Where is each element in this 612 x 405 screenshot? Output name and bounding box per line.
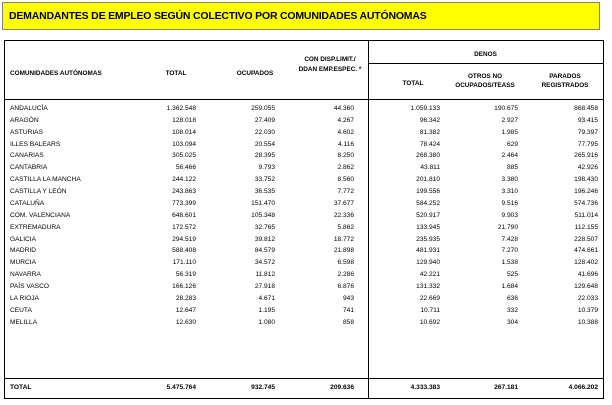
ocupados-cell: 28.395	[254, 152, 275, 160]
ocupados-cell: 20.554	[254, 140, 275, 148]
data-table	[4, 40, 604, 399]
otros-cell: 9.903	[501, 211, 518, 219]
disp-cell: 21.898	[333, 247, 354, 255]
denos-total-cell: 235.935	[416, 235, 440, 243]
denos-total-cell: 133.945	[416, 223, 440, 231]
otros-cell: 9.516	[501, 199, 518, 207]
ocupados-cell: 11.812	[255, 271, 275, 279]
parados-cell: 22.033	[577, 294, 598, 302]
region-cell: MURCIA	[10, 259, 37, 267]
denos-total-cell: 1.059.133	[410, 105, 440, 112]
total-cell: 103.094	[172, 140, 196, 148]
table-row	[5, 317, 603, 329]
parados-cell: 77.795	[577, 140, 598, 148]
denos-total-cell: 43.811	[420, 164, 440, 172]
total-row	[5, 382, 603, 394]
disp-cell: 4.267	[337, 116, 354, 124]
total-cell: 588.408	[172, 247, 196, 255]
ocupados-cell: 39.812	[254, 235, 275, 243]
table-row	[5, 139, 603, 151]
denos-total-cell: 22.669	[419, 294, 440, 302]
ocupados-cell: 1.080	[258, 318, 275, 326]
disp-cell: 37.677	[333, 199, 354, 207]
otros-cell: 332	[506, 306, 518, 314]
otros-cell: 525	[506, 271, 518, 279]
disp-cell: 4.602	[337, 128, 354, 136]
table-row	[5, 198, 603, 210]
parados-cell: 868.458	[574, 105, 598, 112]
parados-cell: 112.155	[574, 223, 598, 231]
denos-total-cell: 201.810	[416, 176, 440, 184]
total-divider	[5, 378, 603, 379]
total-cell: 773.399	[172, 199, 196, 207]
otros-cell: 7.428	[501, 235, 518, 243]
region-cell: CEUTA	[10, 306, 32, 314]
total-cell: 12.647	[175, 306, 196, 314]
total-cell: 1.362.548	[166, 105, 196, 112]
table-row	[5, 174, 603, 186]
table-row	[5, 269, 603, 281]
disp-cell: 5.862	[337, 223, 354, 231]
otros-cell: 190.675	[494, 105, 518, 112]
disp-cell: 44.360	[333, 105, 354, 112]
header-denos: DENOS	[474, 51, 497, 58]
disp-cell: 2.286	[337, 271, 354, 279]
region-cell: EXTREMADURA	[10, 223, 61, 231]
total-cell: 172.572	[172, 223, 196, 231]
table-row	[5, 293, 603, 305]
parados-cell: 265.916	[574, 152, 598, 160]
otros-cell: 21.790	[497, 223, 518, 231]
denos-total-cell: 268.380	[416, 152, 440, 160]
region-cell: ILLES BALEARS	[10, 140, 61, 148]
ocupados-cell: 32.765	[254, 223, 275, 231]
otros-cell: 1.684	[501, 283, 518, 291]
region-cell: MADRID	[10, 247, 37, 255]
total-cell: 12.630	[175, 318, 196, 326]
denos-total-cell: 78.424	[419, 140, 440, 148]
denos-total-cell: 10.692	[419, 318, 440, 326]
ocupados-cell: 22.030	[254, 128, 275, 136]
disp-cell: 7.772	[337, 188, 354, 196]
table-row	[5, 186, 603, 198]
parados-cell: 10.379	[577, 306, 598, 314]
ocupados-cell: 105.348	[251, 211, 275, 219]
region-cell: GALICIA	[10, 235, 37, 243]
denos-total-cell: 131.332	[416, 283, 440, 291]
region-cell: ANDALUCÍA	[10, 105, 48, 112]
total-cell: 56.319	[175, 271, 196, 279]
parados-cell: 196.246	[574, 188, 598, 196]
disp-cell: 741	[342, 306, 354, 314]
total-label: TOTAL	[10, 384, 32, 391]
ocupados-cell: 84.579	[254, 247, 275, 255]
ocupados-cell: 34.572	[254, 259, 275, 267]
parados-cell: 42.926	[577, 164, 598, 172]
total-denos-total: 4.333.383	[410, 384, 440, 391]
table-row	[5, 281, 603, 293]
header-ocupados: OCUPADOS	[236, 70, 274, 77]
total-cell: 244.122	[172, 176, 196, 184]
disp-cell: 858	[342, 318, 354, 326]
disp-cell: 8.560	[337, 176, 354, 184]
total-otros: 267.181	[494, 384, 518, 391]
otros-cell: 3.310	[501, 188, 518, 196]
table-row	[5, 127, 603, 139]
parados-cell: 93.415	[577, 116, 598, 124]
otros-cell: 885	[506, 164, 518, 172]
disp-cell: 943	[342, 294, 354, 302]
header-total: TOTAL	[165, 70, 187, 77]
table-row	[5, 305, 603, 317]
region-cell: CASTILLA LA MANCHA	[10, 176, 81, 184]
header-otros-line2: OCUPADOS/TEASS	[455, 82, 515, 89]
disp-cell: 2.862	[337, 164, 354, 172]
denos-total-cell: 129.940	[416, 259, 440, 267]
table-row	[5, 245, 603, 257]
parados-cell: 511.014	[574, 211, 598, 219]
total-total: 5.475.764	[166, 384, 196, 391]
otros-cell: 636	[506, 294, 518, 302]
parados-cell: 41.696	[577, 271, 598, 279]
header-region: COMUNIDADES AUTÓNOMAS	[10, 70, 102, 77]
page-title: DEMANDANTES DE EMPLEO SEGÚN COLECTIVO POR COMUNIDADES AUTÓNOMAS	[9, 10, 427, 22]
parados-cell: 574.736	[574, 199, 598, 207]
region-cell: MELILLA	[10, 318, 38, 326]
ocupados-cell: 27.409	[254, 116, 275, 124]
title-bar	[2, 2, 600, 30]
region-cell: LA RIOJA	[10, 294, 39, 302]
total-disp: 209.636	[330, 384, 354, 391]
total-cell: 171.110	[172, 259, 196, 267]
table-row	[5, 103, 603, 115]
total-cell: 166.126	[172, 283, 196, 291]
total-cell: 108.014	[172, 128, 196, 136]
total-parados: 4.066.202	[568, 384, 598, 391]
denos-total-cell: 81.382	[419, 128, 440, 136]
otros-cell: 629	[506, 140, 518, 148]
header-otros-line1: OTROS NO	[467, 73, 503, 80]
disp-cell: 6.598	[337, 259, 354, 267]
region-cell: ARAGÓN	[10, 116, 39, 124]
table-row	[5, 234, 603, 246]
ocupados-cell: 9.793	[258, 164, 275, 172]
region-cell: CANTABRIA	[10, 164, 48, 172]
total-cell: 28.283	[175, 294, 196, 302]
header-denos-total: TOTAL	[402, 80, 424, 87]
denos-total-cell: 584.252	[416, 199, 440, 207]
total-cell: 56.466	[175, 164, 196, 172]
total-cell: 128.018	[172, 116, 196, 124]
region-cell: CASTILLA Y LEÓN	[10, 188, 67, 196]
otros-cell: 1.538	[501, 259, 518, 267]
ocupados-cell: 259.055	[251, 105, 275, 112]
header-parados-line1: PARADOS	[549, 73, 581, 80]
disp-cell: 8.250	[337, 152, 354, 160]
denos-total-cell: 481.931	[416, 247, 440, 255]
ocupados-cell: 1.195	[258, 306, 275, 314]
total-cell: 305.025	[172, 152, 196, 160]
ocupados-cell: 33.752	[254, 176, 275, 184]
region-cell: CANARIAS	[10, 152, 44, 160]
denos-total-cell: 96.342	[419, 116, 440, 124]
region-cell: COM. VALENCIANA	[10, 211, 71, 219]
otros-cell: 2.927	[501, 116, 518, 124]
header-divider	[5, 99, 603, 100]
ocupados-cell: 4.671	[258, 294, 275, 302]
total-ocupados: 932.745	[251, 384, 275, 391]
parados-cell: 129.648	[574, 283, 598, 291]
region-cell: PAÍS VASCO	[10, 283, 49, 291]
header-parados-line2: REGISTRADOS	[541, 82, 589, 89]
ocupados-cell: 27.918	[254, 283, 275, 291]
header-disp-line2: DDAN EMP.ESPEC. *	[298, 66, 362, 73]
total-cell: 243.863	[172, 188, 196, 196]
otros-cell: 7.270	[501, 247, 518, 255]
disp-cell: 6.876	[337, 283, 354, 291]
table-row	[5, 115, 603, 127]
table-row	[5, 150, 603, 162]
parados-cell: 474.661	[574, 247, 598, 255]
ocupados-cell: 151.470	[251, 199, 275, 207]
otros-cell: 304	[506, 318, 518, 326]
region-cell: NAVARRA	[10, 271, 41, 279]
header-disp-line1: CON DISP.LIMIT./	[304, 56, 356, 63]
denos-total-cell: 10.711	[420, 306, 440, 314]
region-cell: ASTURIAS	[10, 128, 43, 136]
table-row	[5, 222, 603, 234]
denos-total-cell: 520.917	[416, 211, 440, 219]
denos-divider	[368, 63, 603, 64]
table-row	[5, 162, 603, 174]
otros-cell: 3.380	[501, 176, 518, 184]
parados-cell: 128.402	[574, 259, 598, 267]
otros-cell: 2.464	[501, 152, 518, 160]
total-cell: 648.601	[172, 211, 196, 219]
denos-total-cell: 199.556	[416, 188, 440, 196]
region-cell: CATALUÑA	[10, 199, 45, 207]
disp-cell: 4.116	[337, 140, 354, 148]
ocupados-cell: 36.535	[254, 188, 275, 196]
table-row	[5, 210, 603, 222]
disp-cell: 22.336	[333, 211, 354, 219]
otros-cell: 1.985	[501, 128, 518, 136]
table-row	[5, 257, 603, 269]
parados-cell: 79.397	[577, 128, 598, 136]
parados-cell: 10.388	[577, 318, 598, 326]
disp-cell: 18.772	[333, 235, 354, 243]
parados-cell: 228.507	[574, 235, 598, 243]
denos-total-cell: 42.221	[419, 271, 440, 279]
parados-cell: 198.430	[574, 176, 598, 184]
total-cell: 294.519	[172, 235, 196, 243]
